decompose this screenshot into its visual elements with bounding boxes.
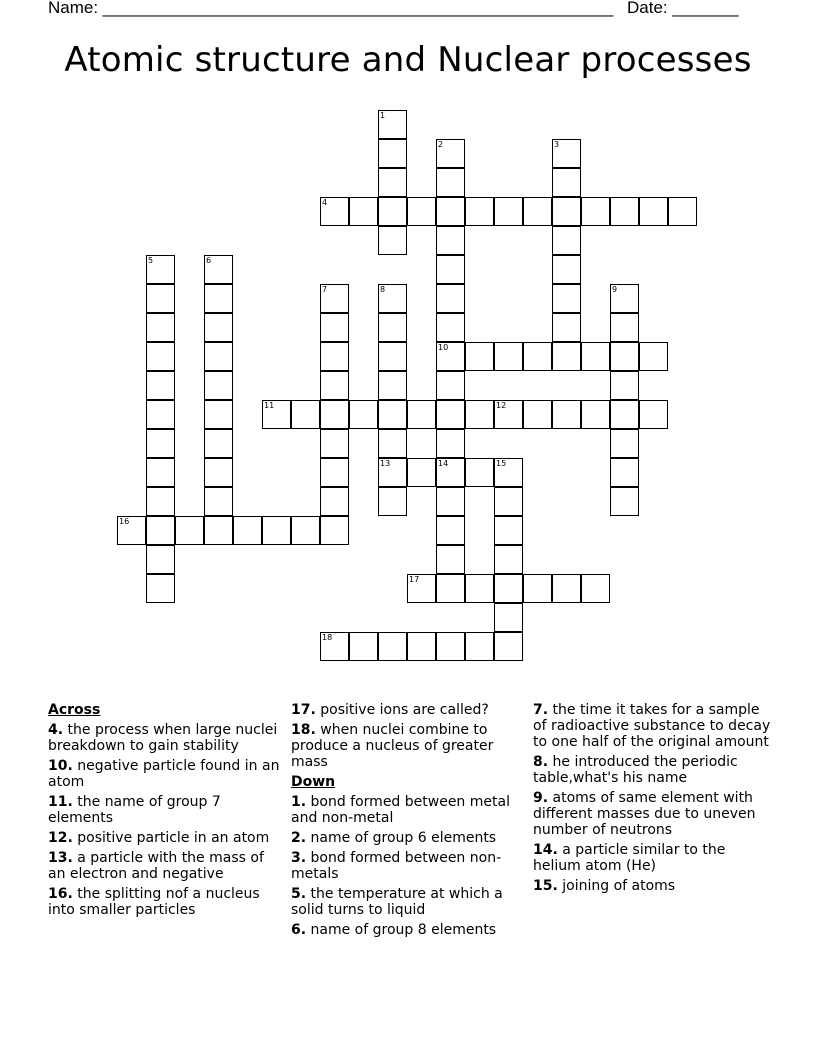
grid-cell[interactable]: [204, 284, 233, 313]
grid-cell[interactable]: [552, 197, 581, 226]
clue-number: 3.: [291, 850, 307, 866]
cell-number: 16: [119, 517, 130, 526]
down-clue: [533, 790, 773, 838]
grid-cell[interactable]: [465, 632, 494, 661]
across-clue: [48, 758, 280, 790]
clue-number: 4.: [48, 722, 64, 738]
grid-cell[interactable]: [465, 197, 494, 226]
grid-cell[interactable]: [378, 139, 407, 168]
clue-number: 1.: [291, 794, 307, 810]
grid-cell[interactable]: [436, 284, 465, 313]
clue-number: 12.: [48, 830, 73, 846]
clue-number: 5.: [291, 886, 307, 902]
grid-cell[interactable]: [204, 516, 233, 545]
grid-cell[interactable]: [494, 632, 523, 661]
cell-number: 6: [206, 256, 212, 265]
grid-cell[interactable]: [465, 574, 494, 603]
grid-cell[interactable]: [146, 342, 175, 371]
clue-number: 13.: [48, 850, 73, 866]
clue-text: a particle similar to the helium atom (He): [533, 842, 726, 874]
grid-cell[interactable]: [436, 226, 465, 255]
grid-cell[interactable]: [436, 197, 465, 226]
grid-cell[interactable]: [146, 429, 175, 458]
grid-cell[interactable]: [581, 197, 610, 226]
grid-cell[interactable]: [320, 632, 349, 661]
clue-text: negative particle found in an atom: [48, 758, 280, 790]
grid-cell[interactable]: [552, 342, 581, 371]
clue-text: bond formed between non-metals: [291, 850, 502, 882]
cell-number: 7: [322, 285, 328, 294]
clue-number: 11.: [48, 794, 73, 810]
grid-cell[interactable]: [581, 574, 610, 603]
grid-cell[interactable]: [146, 545, 175, 574]
down-clue: [291, 886, 516, 918]
grid-cell[interactable]: [233, 516, 262, 545]
grid-cell[interactable]: [320, 313, 349, 342]
grid-cell[interactable]: [320, 487, 349, 516]
grid-cell[interactable]: [436, 139, 465, 168]
grid-cell[interactable]: [610, 429, 639, 458]
clue-text: atoms of same element with different masses due to uneven number of neutrons: [533, 790, 756, 838]
grid-cell[interactable]: [204, 255, 233, 284]
grid-cell[interactable]: [378, 197, 407, 226]
grid-cell[interactable]: [552, 255, 581, 284]
grid-cell[interactable]: [320, 284, 349, 313]
grid-cell[interactable]: [494, 197, 523, 226]
page-title: Atomic structure and Nuclear processes: [64, 40, 752, 80]
grid-cell[interactable]: [378, 168, 407, 197]
grid-cell[interactable]: [262, 400, 291, 429]
clue-text: joining of atoms: [557, 878, 676, 894]
cell-number: 12: [496, 401, 507, 410]
across-clue: [291, 722, 516, 770]
cell-number: 9: [612, 285, 618, 294]
grid-cell[interactable]: [378, 487, 407, 516]
across-clue: [291, 702, 516, 718]
grid-cell[interactable]: [204, 371, 233, 400]
down-clue: [533, 702, 773, 750]
grid-cell[interactable]: [349, 632, 378, 661]
grid-cell[interactable]: [407, 574, 436, 603]
grid-cell[interactable]: [494, 458, 523, 487]
grid-cell[interactable]: [320, 197, 349, 226]
clue-number: 17.: [291, 702, 316, 718]
grid-cell[interactable]: [436, 458, 465, 487]
cell-number: 11: [264, 401, 275, 410]
grid-cell[interactable]: [320, 371, 349, 400]
clue-text: bond formed between metal and non-metal: [291, 794, 510, 826]
down-clue: [291, 922, 516, 938]
grid-cell[interactable]: [407, 400, 436, 429]
grid-cell[interactable]: [436, 574, 465, 603]
down-clue: [533, 754, 773, 786]
across-clue: [48, 722, 280, 754]
grid-cell[interactable]: [204, 400, 233, 429]
grid-cell[interactable]: [204, 458, 233, 487]
grid-cell[interactable]: [320, 342, 349, 371]
grid-cell[interactable]: [494, 487, 523, 516]
down-clue: [291, 830, 516, 846]
grid-cell[interactable]: [320, 516, 349, 545]
grid-cell[interactable]: [552, 226, 581, 255]
clue-number: 10.: [48, 758, 73, 774]
grid-cell[interactable]: [378, 284, 407, 313]
cell-number: 4: [322, 198, 328, 207]
clue-text: positive particle in an atom: [72, 830, 270, 846]
clue-number: 9.: [533, 790, 549, 806]
grid-cell[interactable]: [407, 197, 436, 226]
clue-column-3: [533, 702, 773, 898]
clue-number: 8.: [533, 754, 549, 770]
grid-cell[interactable]: [117, 516, 146, 545]
grid-cell[interactable]: [610, 342, 639, 371]
grid-cell[interactable]: [610, 197, 639, 226]
grid-cell[interactable]: [436, 168, 465, 197]
clue-number: 7.: [533, 702, 549, 718]
grid-cell[interactable]: [378, 110, 407, 139]
grid-cell[interactable]: [436, 371, 465, 400]
grid-cell[interactable]: [639, 342, 668, 371]
clue-text: the time it takes for a sample of radioactive substance to decay to one half of the original amount: [533, 702, 771, 750]
grid-cell[interactable]: [465, 342, 494, 371]
cell-number: 18: [322, 633, 333, 642]
grid-cell[interactable]: [639, 400, 668, 429]
grid-cell[interactable]: [436, 342, 465, 371]
cell-number: 3: [554, 140, 560, 149]
grid-cell[interactable]: [349, 197, 378, 226]
grid-cell[interactable]: [320, 429, 349, 458]
grid-cell[interactable]: [639, 197, 668, 226]
cell-number: 2: [438, 140, 444, 149]
down-clue: [291, 850, 516, 882]
grid-cell[interactable]: [523, 574, 552, 603]
grid-cell[interactable]: [320, 458, 349, 487]
grid-cell[interactable]: [146, 574, 175, 603]
grid-cell[interactable]: [552, 574, 581, 603]
grid-cell[interactable]: [436, 255, 465, 284]
grid-cell[interactable]: [552, 284, 581, 313]
grid-cell[interactable]: [146, 284, 175, 313]
grid-cell[interactable]: [436, 429, 465, 458]
grid-cell[interactable]: [436, 516, 465, 545]
grid-cell[interactable]: [378, 313, 407, 342]
grid-cell[interactable]: [552, 313, 581, 342]
grid-cell[interactable]: [494, 342, 523, 371]
grid-cell[interactable]: [204, 487, 233, 516]
grid-cell[interactable]: [204, 429, 233, 458]
cell-number: 17: [409, 575, 420, 584]
clue-text: the process when large nuclei breakdown to gain stability: [48, 722, 278, 754]
cell-number: 10: [438, 343, 449, 352]
grid-cell[interactable]: [378, 226, 407, 255]
grid-cell[interactable]: [378, 400, 407, 429]
grid-cell[interactable]: [146, 400, 175, 429]
cell-number: 14: [438, 459, 449, 468]
grid-cell[interactable]: [378, 632, 407, 661]
grid-cell[interactable]: [552, 400, 581, 429]
clue-text: name of group 8 elements: [306, 922, 497, 938]
grid-cell[interactable]: [610, 458, 639, 487]
grid-cell[interactable]: [610, 400, 639, 429]
down-clue: [291, 794, 516, 826]
grid-cell[interactable]: [610, 284, 639, 313]
grid-cell[interactable]: [320, 400, 349, 429]
grid-cell[interactable]: [494, 574, 523, 603]
cell-number: 13: [380, 459, 391, 468]
clue-text: when nuclei combine to produce a nucleus of greater mass: [291, 722, 494, 770]
across-heading: Across: [48, 702, 101, 718]
across-clue: [48, 850, 280, 882]
cell-number: 5: [148, 256, 154, 265]
grid-cell[interactable]: [436, 487, 465, 516]
grid-cell[interactable]: [581, 342, 610, 371]
date-field-label[interactable]: Date: _______: [627, 0, 739, 17]
clue-text: a particle with the mass of an electron and negative: [48, 850, 264, 882]
clue-number: 6.: [291, 922, 307, 938]
grid-cell[interactable]: [523, 400, 552, 429]
clue-number: 18.: [291, 722, 316, 738]
cell-number: 15: [496, 459, 507, 468]
grid-cell[interactable]: [378, 429, 407, 458]
grid-cell[interactable]: [146, 371, 175, 400]
clue-number: 2.: [291, 830, 307, 846]
grid-cell[interactable]: [378, 371, 407, 400]
grid-cell[interactable]: [175, 516, 204, 545]
grid-cell[interactable]: [436, 400, 465, 429]
clue-text: the name of group 7 elements: [48, 794, 221, 826]
grid-cell[interactable]: [494, 516, 523, 545]
cell-number: 8: [380, 285, 386, 294]
grid-cell[interactable]: [494, 603, 523, 632]
across-clue: [48, 830, 280, 846]
grid-cell[interactable]: [610, 487, 639, 516]
grid-cell[interactable]: [436, 545, 465, 574]
clue-column-2: [291, 702, 516, 942]
clue-text: the temperature at which a solid turns to liquid: [291, 886, 503, 918]
grid-cell[interactable]: [204, 342, 233, 371]
grid-cell[interactable]: [204, 313, 233, 342]
grid-cell[interactable]: [146, 487, 175, 516]
clue-number: 16.: [48, 886, 73, 902]
grid-cell[interactable]: [146, 255, 175, 284]
clue-text: he introduced the periodic table,what's his name: [533, 754, 738, 786]
grid-cell[interactable]: [349, 400, 378, 429]
down-heading: Down: [291, 774, 336, 790]
grid-cell[interactable]: [291, 400, 320, 429]
clue-number: 15.: [533, 878, 558, 894]
grid-cell[interactable]: [146, 516, 175, 545]
grid-cell[interactable]: [610, 371, 639, 400]
grid-cell[interactable]: [668, 197, 697, 226]
grid-cell[interactable]: [494, 545, 523, 574]
grid-cell[interactable]: [523, 342, 552, 371]
grid-cell[interactable]: [436, 313, 465, 342]
grid-cell[interactable]: [552, 139, 581, 168]
clue-text: name of group 6 elements: [306, 830, 497, 846]
grid-cell[interactable]: [552, 168, 581, 197]
cell-number: 1: [380, 111, 386, 120]
grid-cell[interactable]: [146, 458, 175, 487]
across-clue: [48, 794, 280, 826]
down-clue: [533, 878, 773, 894]
grid-cell[interactable]: [262, 516, 291, 545]
grid-cell[interactable]: [407, 458, 436, 487]
grid-cell[interactable]: [378, 342, 407, 371]
grid-cell[interactable]: [465, 458, 494, 487]
grid-cell[interactable]: [378, 458, 407, 487]
grid-cell[interactable]: [465, 400, 494, 429]
grid-cell[interactable]: [610, 313, 639, 342]
grid-cell[interactable]: [291, 516, 320, 545]
grid-cell[interactable]: [146, 313, 175, 342]
grid-cell[interactable]: [436, 632, 465, 661]
name-field-label[interactable]: Name: ______________________________________________________: [48, 0, 614, 17]
across-clue: [48, 886, 280, 918]
down-clue: [533, 842, 773, 874]
clue-text: the splitting nof a nucleus into smaller particles: [48, 886, 260, 918]
grid-cell[interactable]: [523, 197, 552, 226]
clue-column-1: [48, 702, 280, 922]
clue-text: positive ions are called?: [315, 702, 489, 718]
clue-number: 14.: [533, 842, 558, 858]
grid-cell[interactable]: [407, 632, 436, 661]
grid-cell[interactable]: [581, 400, 610, 429]
grid-cell[interactable]: [494, 400, 523, 429]
